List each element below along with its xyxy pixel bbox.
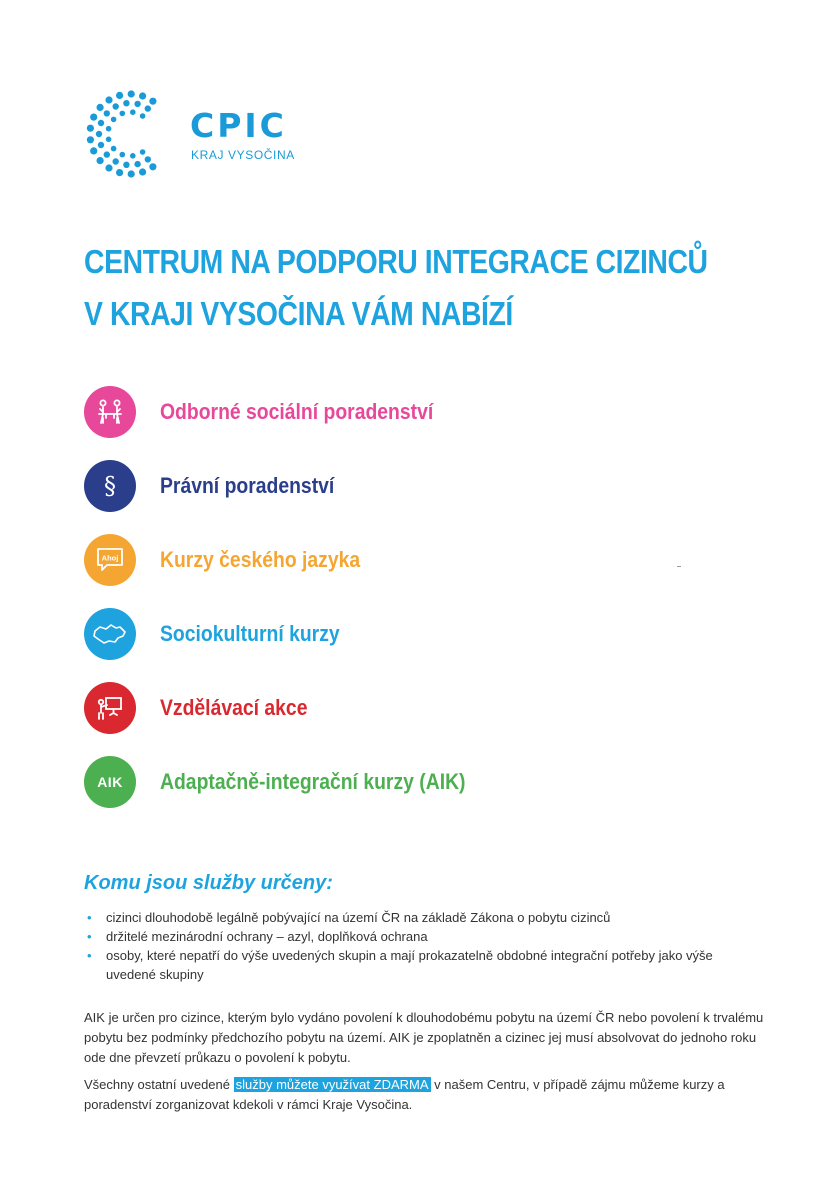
logo-dot <box>116 92 123 99</box>
logo-dot <box>90 147 97 154</box>
logo-dot <box>149 163 156 170</box>
logo-dot <box>113 158 119 164</box>
logo-dot <box>106 126 112 132</box>
logo-dot <box>120 111 126 117</box>
bullet-icon: • <box>87 929 92 944</box>
service-label: Adaptačně-integrační kurzy (AIK) <box>160 769 466 794</box>
logo-dot <box>111 117 117 123</box>
aik-badge-text: AIK <box>97 774 123 790</box>
logo-dot <box>139 168 146 175</box>
logo-dot <box>134 101 140 107</box>
cpic-logo-icon <box>84 86 184 182</box>
logo-dot <box>104 151 110 157</box>
aik-info-paragraph: AIK je určen pro cizince, kterým bylo vydáno povolení k dlouhodobému pobytu na území ČR nebo povolení k trvalému pobytu bez podmínky předchozího pobytu na území. AIK je zpoplatněn a cizinec jej musí absolvovat do jednoho roku ode dne převzetí průkazu o povolení k pobytu. <box>84 1010 764 1065</box>
service-label: Právní poradenství <box>160 473 335 498</box>
logo-dot <box>134 161 140 167</box>
logo-dot <box>105 96 112 103</box>
logo-dot <box>130 153 136 159</box>
service-item-educational-events <box>84 680 724 736</box>
logo-dot <box>90 114 97 121</box>
logo-dot <box>98 120 104 126</box>
bullet-icon: • <box>87 910 92 925</box>
aik-badge-icon <box>84 756 136 808</box>
service-label: Kurzy českého jazyka <box>160 547 361 572</box>
logo-dot <box>116 169 123 176</box>
service-item-legal-counseling <box>84 458 724 514</box>
logo-dot <box>87 136 94 143</box>
speech-bubble-text: Ahoj <box>101 553 119 563</box>
page-title-line-2: V KRAJI VYSOČINA VÁM NABÍZÍ <box>84 295 513 332</box>
logo-dot <box>113 103 119 109</box>
logo-dot <box>128 90 135 97</box>
list-item: • cizinci dlouhodobě legálně pobývající na území ČR na základě Zákona o pobytu cizinců <box>87 910 611 925</box>
czech-map-icon <box>84 608 136 660</box>
page-title-line-1: CENTRUM NA PODPORU INTEGRACE CIZINCŮ <box>84 243 708 280</box>
logo-dot <box>97 157 104 164</box>
free-services-paragraph: Všechny ostatní uvedené služby můžete využívat ZDARMA v našem Centru, v případě zájmu můžeme kurzy a poradenství zorganizovat kdekoli v rámci Kraje Vysočina. <box>84 1077 725 1112</box>
page-title <box>84 236 804 340</box>
speech-bubble-icon <box>84 534 136 586</box>
list-item: • držitelé mezinárodní ochrany – azyl, doplňková ochrana <box>87 929 428 944</box>
logo-dot <box>111 146 117 152</box>
service-label: Sociokulturní kurzy <box>160 621 340 646</box>
services-list <box>84 384 724 828</box>
service-item-sociocultural-courses <box>84 606 724 662</box>
people-meeting-icon <box>84 386 136 438</box>
cpic-logo <box>84 86 304 182</box>
logo-dot <box>123 100 129 106</box>
logo-dot <box>145 105 151 111</box>
logo-dot <box>128 170 135 177</box>
service-item-social-counseling <box>84 384 724 440</box>
logo-dot <box>145 156 151 162</box>
service-label: Vzdělávací akce <box>160 695 308 720</box>
service-item-aik-courses <box>84 754 724 810</box>
logo-dot <box>140 149 146 155</box>
logo-dot <box>98 142 104 148</box>
free-services-highlight: služby můžete využívat ZDARMA <box>235 1077 429 1092</box>
scan-speck <box>677 566 681 567</box>
logo-dot <box>140 113 146 119</box>
logo-dot <box>120 152 126 158</box>
logo-dot <box>104 110 110 116</box>
logo-dot <box>149 98 156 105</box>
target-groups-list <box>84 908 764 984</box>
logo-dot <box>97 104 104 111</box>
logo-dot <box>105 164 112 171</box>
logo-dot <box>139 92 146 99</box>
presenter-board-icon <box>84 682 136 734</box>
logo-dot <box>130 109 136 115</box>
list-item: • osoby, které nepatří do výše uvedených skupin a mají prokazatelně obdobné integrační potřeby jako výše uvedené skupiny <box>87 948 713 982</box>
logo-dot <box>106 137 112 143</box>
logo-name: CPIC <box>190 106 287 145</box>
logo-dot <box>123 162 129 168</box>
logo-subtitle: KRAJ VYSOČINA <box>191 148 295 162</box>
service-label: Odborné sociální poradenství <box>160 399 434 424</box>
bullet-icon: • <box>87 948 92 963</box>
service-item-czech-courses <box>84 532 724 588</box>
logo-dot <box>96 131 102 137</box>
target-groups-heading: Komu jsou služby určeny: <box>84 872 333 894</box>
logo-dot <box>87 125 94 132</box>
paragraph-icon: § <box>84 460 136 512</box>
